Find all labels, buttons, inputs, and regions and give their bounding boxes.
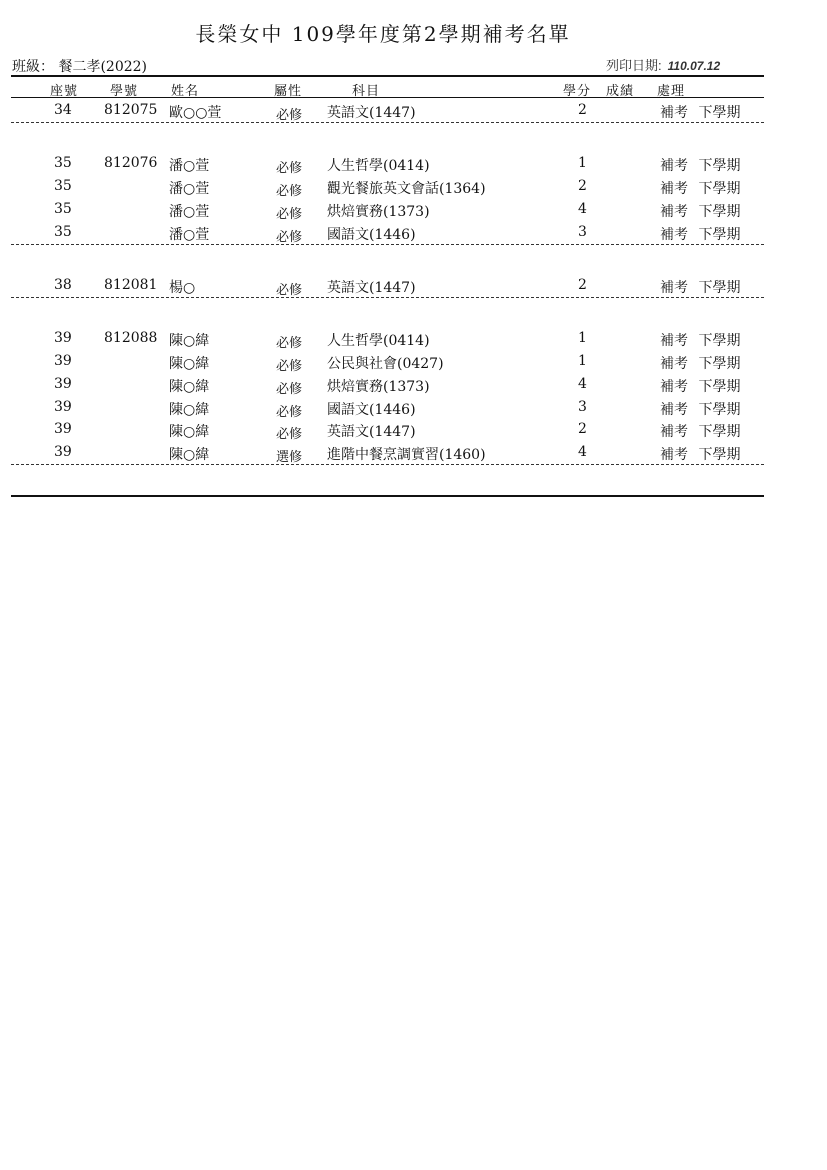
- row-attribute: 必修: [276, 283, 303, 298]
- row-subject: 烘焙實務(1373): [327, 379, 430, 395]
- table-end-rule: [11, 495, 764, 497]
- row-attribute: 必修: [276, 184, 303, 199]
- row-handling: 補考 下學期: [660, 204, 741, 220]
- row-credits: 2: [578, 421, 587, 437]
- row-name: 陳○緯: [169, 402, 210, 418]
- row-handling: 補考 下學期: [660, 181, 741, 197]
- group-separator: [11, 297, 764, 298]
- page-title: 長榮女中 109學年度第2學期補考名單: [195, 22, 571, 46]
- row-subject: 人生哲學(0414): [327, 333, 430, 349]
- row-credits: 3: [578, 399, 587, 415]
- row-seat: 39: [54, 376, 72, 392]
- row-subject: 進階中餐烹調實習(1460): [327, 447, 486, 463]
- group-separator: [11, 122, 764, 123]
- row-name: 陳○緯: [169, 333, 210, 349]
- row-seat: 35: [54, 155, 72, 171]
- row-subject: 人生哲學(0414): [327, 158, 430, 174]
- header-credits: 學分: [563, 84, 592, 99]
- row-seat: 39: [54, 353, 72, 369]
- row-handling: 補考 下學期: [660, 402, 741, 418]
- row-handling: 補考 下學期: [660, 280, 741, 296]
- row-student-id: 812076: [104, 155, 158, 171]
- row-name: 楊○: [169, 280, 196, 296]
- header-top-rule: [11, 75, 764, 77]
- row-credits: 4: [578, 444, 587, 460]
- row-name: 陳○緯: [169, 379, 210, 395]
- row-credits: 1: [578, 155, 587, 171]
- row-subject: 公民與社會(0427): [327, 356, 444, 372]
- row-attribute: 選修: [276, 450, 303, 465]
- header-name: 姓名: [171, 84, 200, 99]
- header-student-id: 學號: [110, 84, 139, 99]
- row-handling: 補考 下學期: [660, 333, 741, 349]
- row-name: 潘○萱: [169, 181, 210, 197]
- row-subject: 國語文(1446): [327, 227, 416, 243]
- row-subject: 英語文(1447): [327, 105, 416, 121]
- header-handling: 處理: [657, 84, 686, 99]
- row-credits: 4: [578, 376, 587, 392]
- row-name: 歐○○萱: [169, 105, 222, 121]
- class-label: 班級： 餐二孝(2022): [12, 59, 148, 75]
- row-attribute: 必修: [276, 108, 303, 123]
- row-attribute: 必修: [276, 359, 303, 374]
- row-attribute: 必修: [276, 427, 303, 442]
- row-credits: 1: [578, 330, 587, 346]
- row-handling: 補考 下學期: [660, 356, 741, 372]
- row-name: 陳○緯: [169, 356, 210, 372]
- header-bottom-rule: [11, 97, 764, 98]
- row-handling: 補考 下學期: [660, 105, 741, 121]
- row-seat: 35: [54, 224, 72, 240]
- row-seat: 39: [54, 399, 72, 415]
- row-attribute: 必修: [276, 207, 303, 222]
- row-seat: 35: [54, 201, 72, 217]
- row-name: 潘○萱: [169, 158, 210, 174]
- header-subject: 科目: [352, 84, 381, 99]
- row-seat: 39: [54, 330, 72, 346]
- row-handling: 補考 下學期: [660, 158, 741, 174]
- row-name: 潘○萱: [169, 204, 210, 220]
- row-attribute: 必修: [276, 230, 303, 245]
- group-separator: [11, 244, 764, 245]
- row-seat: 39: [54, 444, 72, 460]
- row-student-id: 812075: [104, 102, 158, 118]
- row-student-id: 812088: [104, 330, 158, 346]
- row-seat: 35: [54, 178, 72, 194]
- print-date-label: 列印日期:: [606, 58, 662, 73]
- print-date: [606, 55, 720, 74]
- row-handling: 補考 下學期: [660, 424, 741, 440]
- row-credits: 2: [578, 102, 587, 118]
- row-seat: 38: [54, 277, 72, 293]
- row-subject: 國語文(1446): [327, 402, 416, 418]
- header-seat: 座號: [50, 84, 79, 99]
- row-name: 陳○緯: [169, 424, 210, 440]
- row-credits: 1: [578, 353, 587, 369]
- row-handling: 補考 下學期: [660, 379, 741, 395]
- row-name: 潘○萱: [169, 227, 210, 243]
- row-subject: 觀光餐旅英文會話(1364): [327, 181, 486, 197]
- row-credits: 3: [578, 224, 587, 240]
- row-subject: 英語文(1447): [327, 280, 416, 296]
- header-score: 成績: [606, 84, 635, 99]
- row-credits: 2: [578, 277, 587, 293]
- row-seat: 39: [54, 421, 72, 437]
- row-attribute: 必修: [276, 382, 303, 397]
- print-date-value: 110.07.12: [667, 59, 721, 73]
- row-attribute: 必修: [276, 161, 303, 176]
- row-attribute: 必修: [276, 336, 303, 351]
- row-handling: 補考 下學期: [660, 227, 741, 243]
- row-handling: 補考 下學期: [660, 447, 741, 463]
- row-credits: 4: [578, 201, 587, 217]
- group-separator: [11, 464, 764, 465]
- row-subject: 烘焙實務(1373): [327, 204, 430, 220]
- row-attribute: 必修: [276, 405, 303, 420]
- row-name: 陳○緯: [169, 447, 210, 463]
- row-seat: 34: [54, 102, 72, 118]
- row-subject: 英語文(1447): [327, 424, 416, 440]
- row-student-id: 812081: [104, 277, 158, 293]
- header-attribute: 屬性: [274, 84, 303, 99]
- row-credits: 2: [578, 178, 587, 194]
